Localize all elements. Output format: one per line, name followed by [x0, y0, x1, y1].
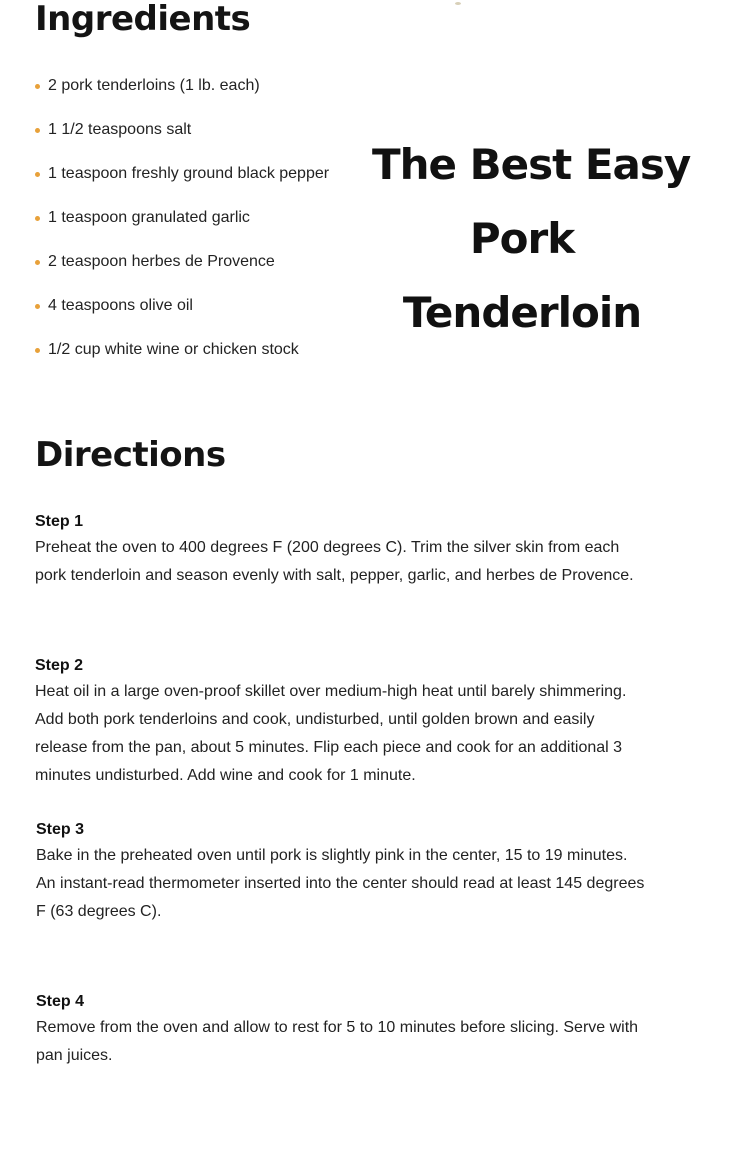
ingredient-item	[35, 118, 365, 162]
step-label: Step 1	[35, 513, 84, 530]
ingredients-heading: Ingredients	[35, 0, 251, 39]
recipe-title-line-2: Pork	[469, 214, 575, 263]
ingredient-list	[35, 74, 365, 382]
ingredient-text: 1 teaspoon freshly ground black pepper	[48, 165, 330, 182]
direction-step-3	[36, 818, 646, 926]
decorative-dot	[455, 2, 461, 5]
ingredient-text: 1 teaspoon granulated garlic	[48, 209, 250, 226]
ingredient-item	[35, 338, 365, 382]
step-label: Step 3	[36, 821, 85, 838]
bullet-icon	[35, 348, 40, 353]
bullet-icon	[35, 128, 40, 133]
step-text: Preheat the oven to 400 degrees F (200 degrees C). Trim the silver skin from each pork tenderloin and season evenly with salt, pepper, garlic, and herbes de Provence.	[35, 539, 634, 584]
ingredient-text: 2 pork tenderloins (1 lb. each)	[48, 77, 260, 94]
direction-step-4	[36, 990, 646, 1070]
ingredient-text: 1 1/2 teaspoons salt	[48, 121, 192, 138]
directions-heading: Directions	[35, 435, 226, 475]
ingredient-item	[35, 162, 365, 206]
recipe-title	[372, 128, 691, 350]
direction-step-1	[35, 510, 645, 590]
step-text: Bake in the preheated oven until pork is slightly pink in the center, 15 to 19 minutes. An instant-read thermometer inserted into the center should read at least 145 degrees F (63 degrees C).	[36, 847, 645, 920]
ingredient-item	[35, 206, 365, 250]
bullet-icon	[35, 84, 40, 89]
ingredient-item	[35, 250, 365, 294]
ingredient-text: 1/2 cup white wine or chicken stock	[48, 341, 299, 358]
bullet-icon	[35, 304, 40, 309]
step-text: Remove from the oven and allow to rest for 5 to 10 minutes before slicing. Serve with pan juices.	[36, 1019, 639, 1064]
step-text: Heat oil in a large oven-proof skillet over medium-high heat until barely shimmering. Add both pork tenderloins and cook, undisturbed, until golden brown and easily release from the pan, about 5 minutes. Flip each piece and cook for an additional 3 minutes undisturbed. Add wine and cook for 1 minute.	[35, 683, 627, 784]
ingredient-item	[35, 294, 365, 338]
ingredient-text: 2 teaspoon herbes de Provence	[48, 253, 275, 270]
recipe-title-line-1: The Best Easy	[372, 140, 691, 189]
bullet-icon	[35, 172, 40, 177]
step-label: Step 4	[36, 993, 85, 1010]
bullet-icon	[35, 216, 40, 221]
ingredient-item	[35, 74, 365, 118]
bullet-icon	[35, 260, 40, 265]
recipe-title-line-3: Tenderloin	[402, 288, 642, 337]
step-label: Step 2	[35, 657, 84, 674]
ingredient-text: 4 teaspoons olive oil	[48, 297, 193, 314]
direction-step-2	[35, 654, 645, 804]
